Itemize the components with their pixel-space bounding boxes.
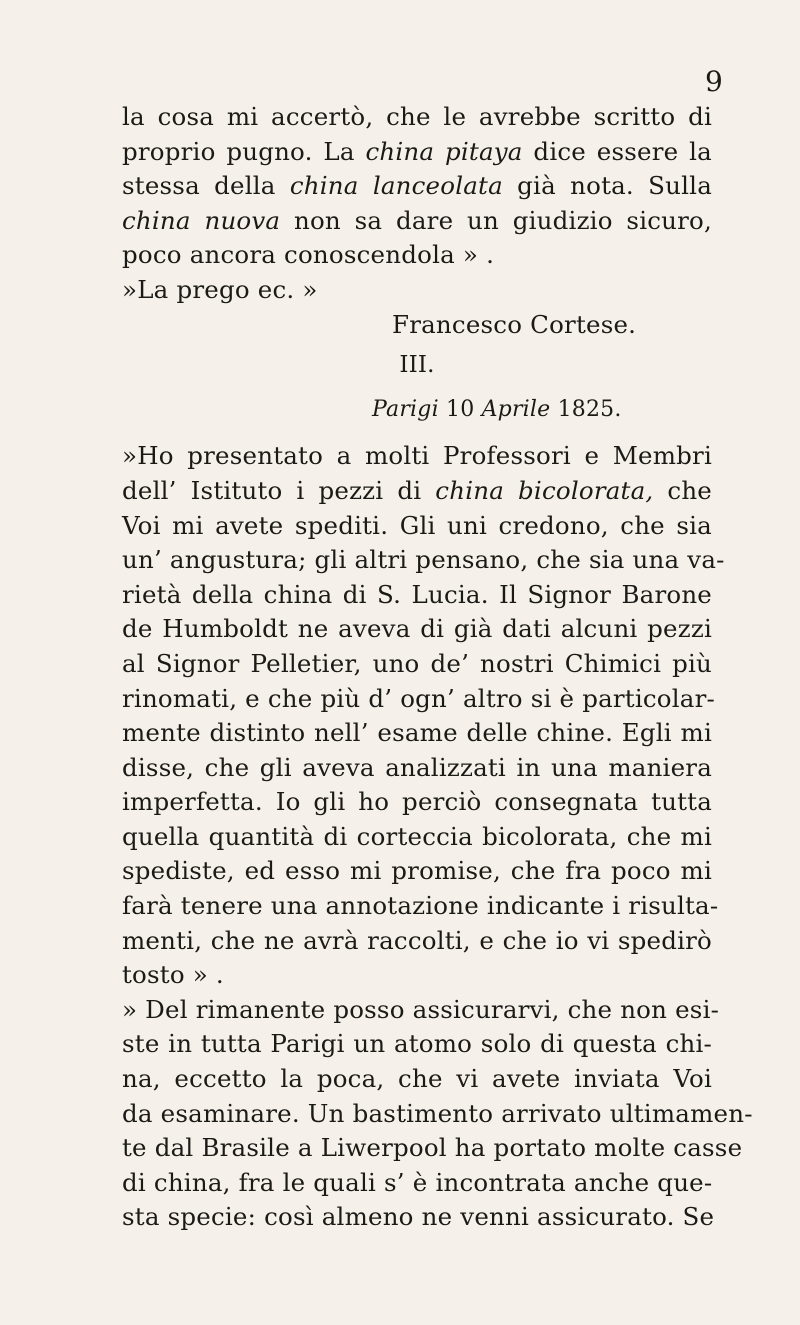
intro-line [122,273,712,308]
text-run: ste in tutta Parigi un atomo solo di questa chi- [122,1029,712,1059]
text-run: proprio pugno. La [122,136,366,166]
body-line [122,716,712,751]
text-run: dice essere la [522,136,712,166]
text-run: un’ angustura; gli altri pensano, che sia una va- [122,545,725,575]
intro-line [122,100,712,135]
text-run: dell’ Istituto i pezzi di [122,475,436,505]
body-line [122,543,725,578]
signature: Francesco Cortese. [392,309,637,339]
body-line [122,993,720,1028]
text-run: da esaminare. Un bastimento arrivato ultimamen- [122,1098,753,1128]
body-line [122,578,712,613]
body-line [122,854,712,889]
italic-text: Parigi [372,396,439,422]
text-run: disse, che gli aveva analizzati in una maniera [122,752,712,782]
section-heading: III. [399,352,435,379]
body-line [122,820,712,855]
text-run: che [653,475,713,505]
text-run: rietà della china di S. Lucia. Il Signor Barone [122,579,712,609]
page-number: 9 [705,65,723,98]
body-line [122,958,712,993]
text-run: mente distinto nell’ esame delle chine. Egli mi [122,718,712,748]
italic-text: china pitaya [365,136,523,166]
body-line [122,1027,712,1062]
dateline [122,393,712,428]
text-run: al Signor Pelletier, uno de’ nostri Chimici più [122,648,712,678]
body-line [122,682,715,717]
text-run: non sa dare un giudizio sicuro, [280,205,712,235]
body-line [122,889,719,924]
body-line [122,1097,753,1132]
text-run: già nota. Sulla [502,171,712,201]
text-run: »Ho presentato a molti Professori e Membri [122,441,712,471]
text-run: poco ancora conoscendola » . [122,240,495,270]
text-run: di china, fra le quali s’ è incontrata anche que- [122,1167,713,1197]
letter-body [122,439,753,1235]
italic-text: Aprile [481,396,551,422]
page-text [122,100,753,1235]
body-line [122,509,712,544]
intro-line [122,169,712,204]
italic-text: china nuova [122,205,281,235]
body-line [122,612,712,647]
body-line [122,474,712,509]
letter-closing-paragraph [122,100,712,308]
text-run: menti, che ne avrà raccolti, e che io vi spedirò [122,925,712,955]
body-line [122,647,712,682]
intro-line [122,204,712,239]
body-line [122,751,712,786]
text-run: te dal Brasile a Liwerpool ha portato molte casse [122,1133,743,1163]
body-line [122,439,712,474]
text-run: »La prego ec. » [122,274,318,304]
body-line [122,785,712,820]
text-run: Voi mi avete spediti. Gli uni credono, che sia [122,510,712,540]
text-run: tosto » . [122,960,224,990]
body-line [122,1131,743,1166]
body-line [122,924,712,959]
text-run: rinomati, e che più d’ ogn’ altro si è particolar- [122,683,715,713]
body-line [122,1062,712,1097]
text-run: spediste, ed esso mi promise, che fra poco mi [122,856,712,886]
intro-line [122,135,712,170]
intro-line [122,238,712,273]
text-run: de Humboldt ne aveva di già dati alcuni pezzi [122,614,712,644]
text-run: » Del rimanente posso assicurarvi, che non esi- [122,994,720,1024]
text-run: farà tenere una annotazione indicante i risulta- [122,891,719,921]
body-line [122,1200,715,1235]
text-run: sta specie: così almeno ne venni assicurato. Se [122,1202,715,1232]
body-line [122,1166,712,1201]
text-run: 10 [438,396,482,422]
italic-text: china bicolorata, [435,475,654,505]
text-run: na, eccetto la poca, che vi avete inviata Voi [122,1064,712,1094]
text-run: la cosa mi accertò, che le avrebbe scritto di [122,102,712,131]
italic-text: china lanceolata [289,171,503,201]
text-run: imperfetta. Io gli ho perciò consegnata tutta [122,787,712,817]
text-run: quella quantità di corteccia bicolorata, che mi [122,821,712,851]
text-run: stessa della [122,171,290,201]
text-run: 1825. [550,396,622,422]
